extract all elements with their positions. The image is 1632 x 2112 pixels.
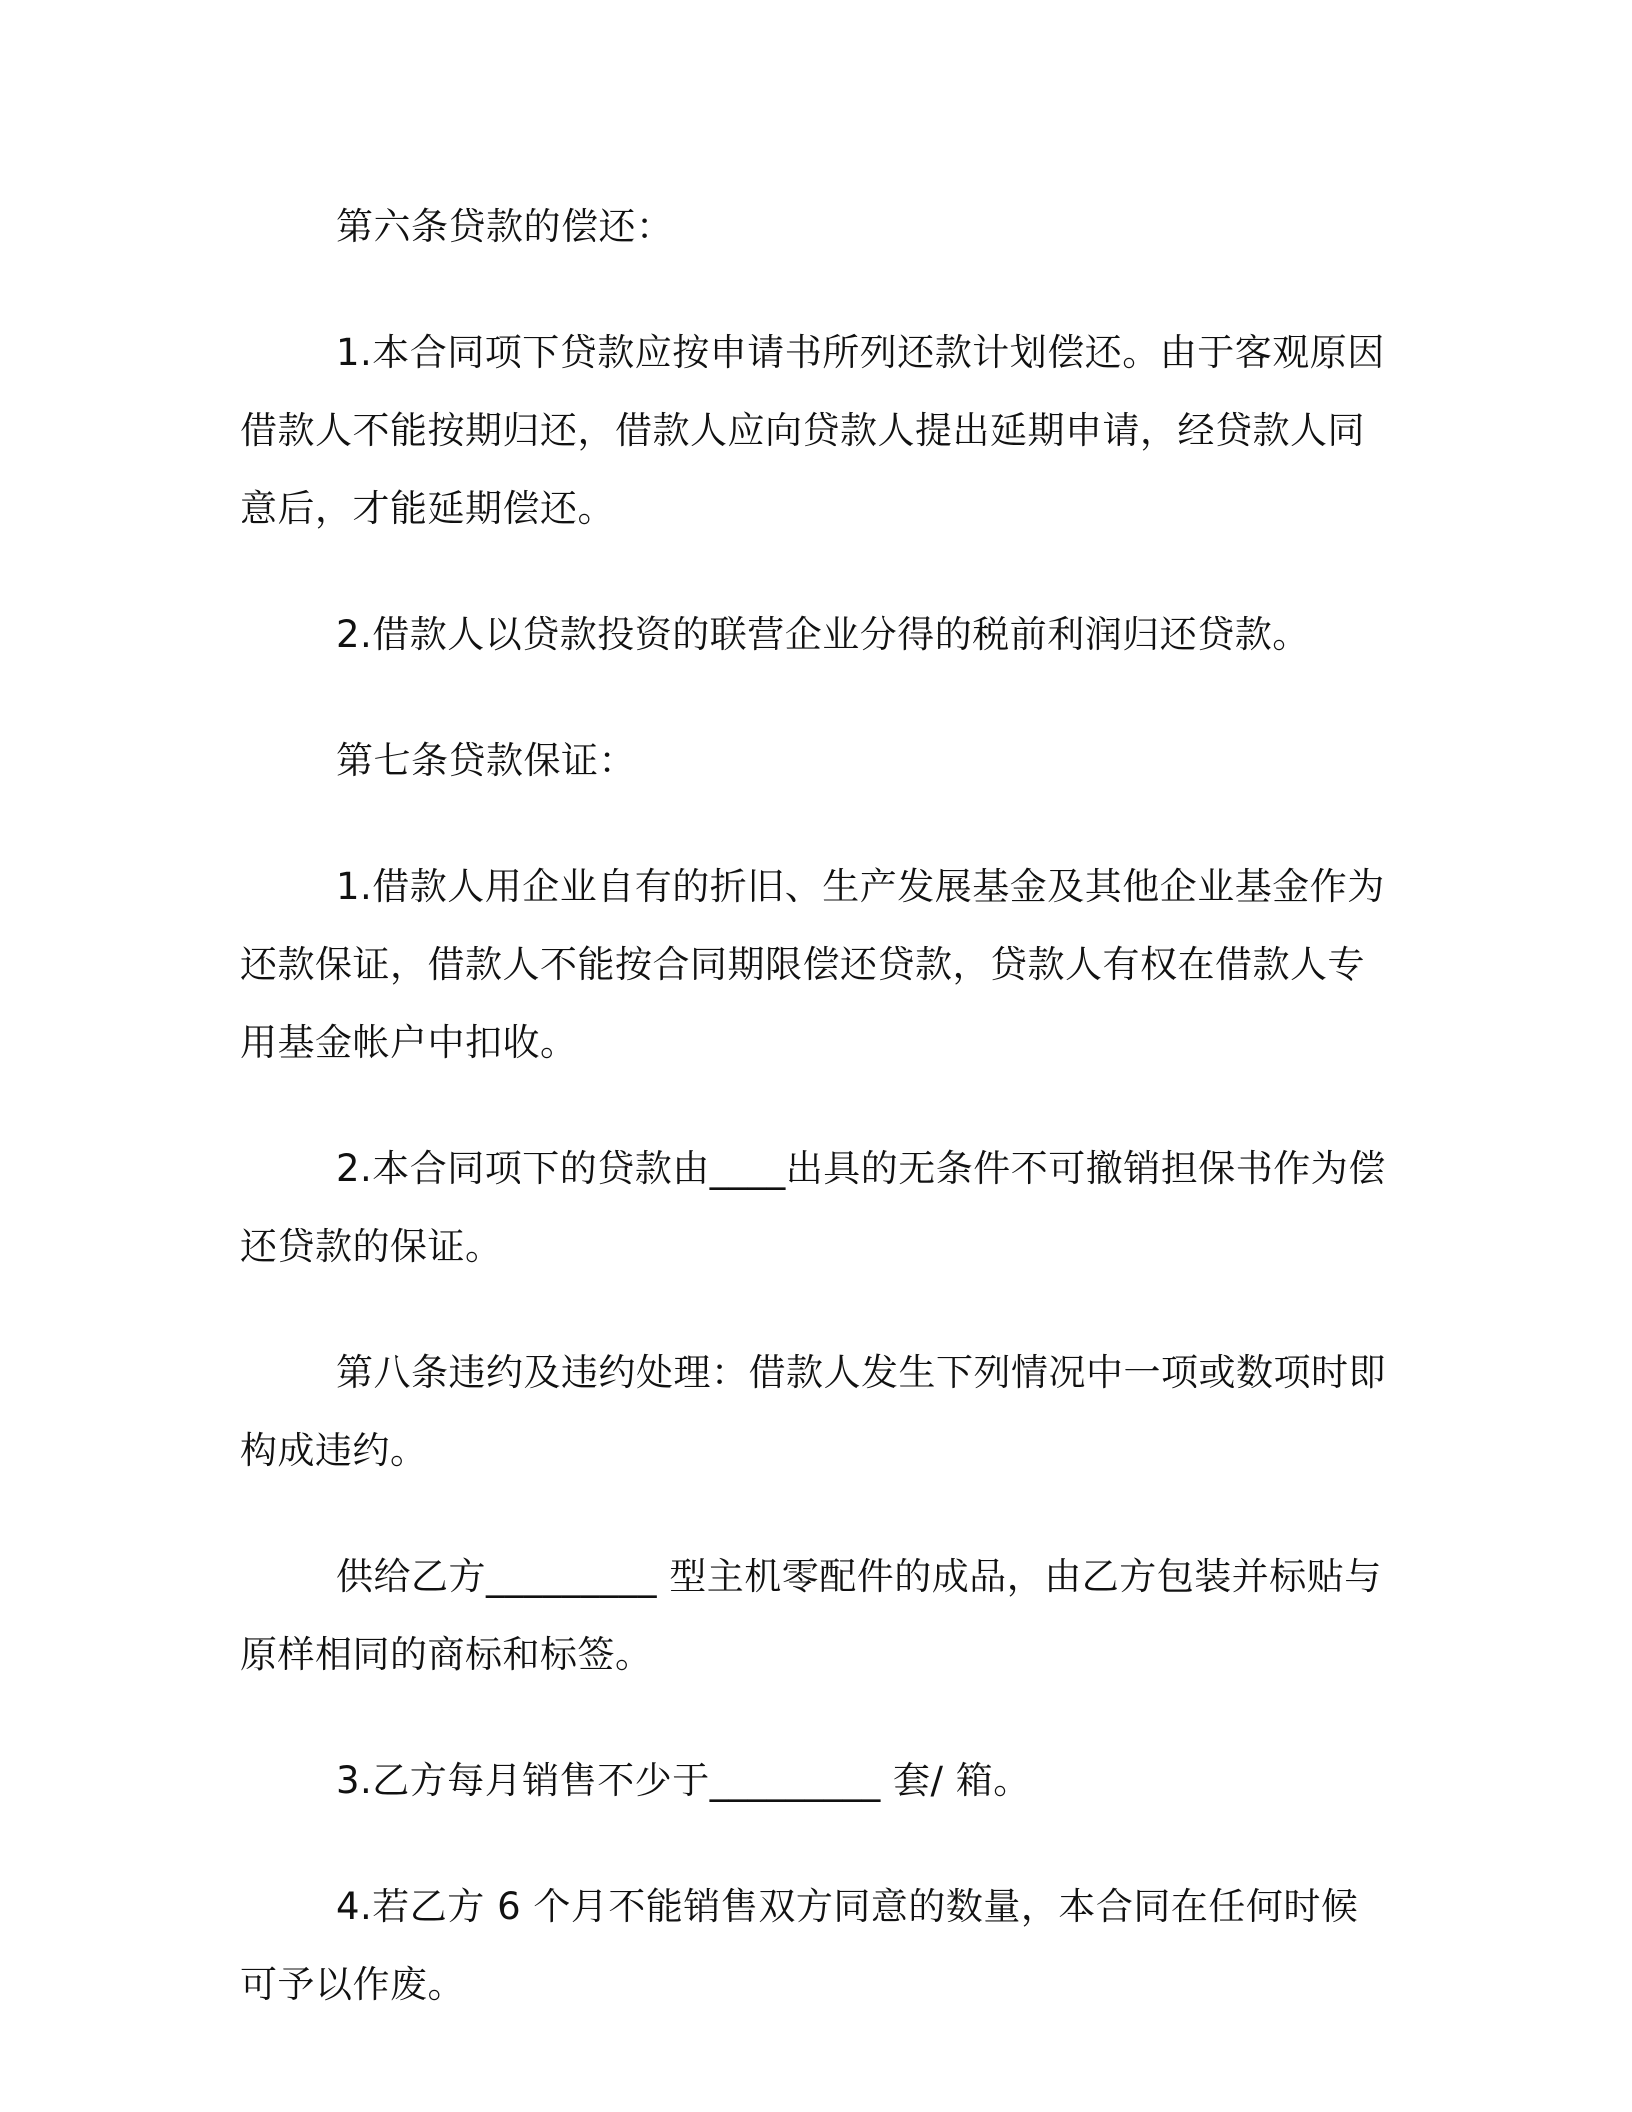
- sales-clause-3: 3.乙方每月销售不少于_________ 套/ 箱。: [336, 1759, 1031, 1802]
- article-6-clause-2: 2.借款人以贷款投资的联营企业分得的税前利润归还贷款。: [336, 613, 1310, 656]
- sales-clause-4: 4.若乙方 6 个月不能销售双方同意的数量，本合同在任何时候可予以作废。: [240, 1885, 1359, 2006]
- article-7-clause-1: 1.借款人用企业自有的折旧、生产发展基金及其他企业基金作为还款保证，借款人不能按合同期限偿还贷款，贷款人有权在借款人专用基金帐户中扣收。: [240, 865, 1385, 1064]
- supply-clause: 供给乙方_________ 型主机零配件的成品，由乙方包装并标贴与原样相同的商标和标签。: [240, 1555, 1382, 1676]
- article-6-heading: 第六条贷款的偿还：: [336, 205, 674, 248]
- article-8-heading: 第八条违约及违约处理：借款人发生下列情况中一项或数项时即构成违约。: [240, 1351, 1386, 1472]
- document-body: [240, 188, 1390, 2072]
- article-7-clause-2: 2.本合同项下的贷款由____出具的无条件不可撤销担保书作为偿还贷款的保证。: [240, 1147, 1386, 1268]
- article-7-heading: 第七条贷款保证：: [336, 739, 636, 782]
- article-6-clause-1: 1.本合同项下贷款应按申请书所列还款计划偿还。由于客观原因借款人不能按期归还，借款人应向贷款人提出延期申请，经贷款人同意后，才能延期偿还。: [240, 331, 1385, 530]
